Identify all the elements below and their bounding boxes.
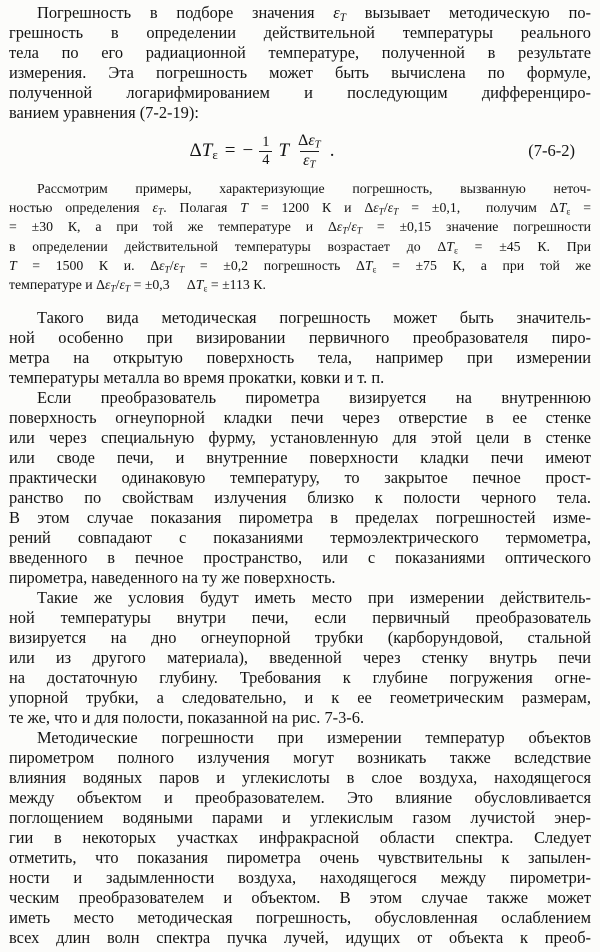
text-line: Такие же условия будут иметь место при измерении действитель- (37, 588, 591, 608)
text-line: Методические погрешности при измерении температур объектов (37, 728, 591, 748)
text-line: упорной трубки, а следовательно, и к ее геометрическим размерам, (9, 688, 591, 708)
text-line: поверхность огнеупорной кладки печи через отверстие в ее стенке (9, 408, 591, 428)
eq-lhs: $\Delta T_\varepsilon$ (189, 140, 218, 163)
eq-variable: T (278, 140, 290, 161)
eq-coef-numerator: 1 (262, 133, 270, 150)
paragraph-examples (9, 179, 591, 294)
equation-7-6-2 (9, 123, 591, 179)
text-line: введенного в печное пространство, или с показаниями оптического (9, 548, 591, 568)
text-line: температуре и $\Delta\varepsilon_T/\varepsilon_T = \pm 0,3$ $\Delta T_\varepsilon = \pm 113$ К. (9, 276, 266, 295)
text-line: поглощением водяными парами и углекислым газом лучистой энер- (9, 808, 591, 828)
text-line: Рассмотрим примеры, характеризующие погрешность, вызванную неточ- (37, 181, 591, 196)
paragraph-method-error (9, 308, 591, 388)
eq-coef-denominator: 4 (259, 151, 272, 169)
text-line: те же, что и для полости, показанной на рис. 7-3-6. (9, 708, 365, 728)
text-line: иметь место методическая погрешность, обусловленная ослаблением (9, 908, 591, 928)
text-line: рений совпадают с показаниями термоэлектрического термометра, (9, 528, 591, 548)
text-line: гии в некоторых участках инфракрасной области спектра. Следует (9, 828, 591, 848)
text-line: измерения. Эта погрешность может быть вычислена по формуле, (9, 63, 591, 82)
text-line: Такого вида методическая погрешность может быть значитель- (37, 308, 591, 328)
paragraph-refractory-tube (9, 588, 591, 728)
text-line: полученной логарифмированием и последующим дифференциро- (9, 83, 591, 102)
paragraph-furnace-sighting (9, 388, 591, 588)
text-line: или своде печи, и внутренние поверхности кладки печи имеют (9, 448, 591, 468)
eq-period: . (329, 140, 335, 161)
text-line: ранство по свойствам излучения близко к полости черного тела. (9, 488, 591, 508)
text-line: всех длин волн спектра пучка лучей, идущих от объекта к преоб- (9, 928, 591, 948)
text-line: тела по его радиационной температуре, полученной в результате (9, 43, 591, 62)
text-line: метра на открытую поверхность тела, например при измерении (9, 348, 591, 368)
text-line: на достаточную глубину. Требования к глубине погружения огне- (9, 668, 591, 688)
text-line: визируется на дно огнеупорной трубки (карборундовой, стальной (9, 628, 591, 648)
text-line: грешность в определении действительной температуры реального (9, 23, 591, 42)
eq-equals: = (224, 140, 236, 161)
text-line: ной температуры внутри печи, если первичный преобразователь (9, 608, 591, 628)
eq-ratio-denominator: $\varepsilon_T$ (300, 151, 318, 170)
text-line: практически одинаковую температуру, то закрытое печное прост- (9, 468, 591, 488)
equation-number: (7-6-2) (528, 141, 575, 160)
text-line: влияния водяных паров и углекислоты в слое воздуха, находящегося (9, 768, 591, 788)
eq-coefficient-fraction (259, 134, 272, 168)
text-line: пирометра, наведенного на ту же поверхность. (9, 568, 336, 588)
text-line: ческим преобразователем и объектом. В этом случае также может (9, 888, 591, 908)
text-line: ности и задымленности воздуха, находящегося между пирометри- (9, 868, 591, 888)
paragraph-intro (9, 3, 591, 123)
text-line: = ±30 К, а при той же температуре и $\Delta\varepsilon_T/\varepsilon_T = \pm 0,15$ значение погрешности (9, 219, 591, 237)
eq-minus: − (242, 140, 254, 161)
eq-ratio-numerator: $\Delta\varepsilon_T$ (298, 132, 321, 151)
equation-body (188, 132, 337, 170)
text-line: ной особенно при визировании первичного преобразователя пиро- (9, 328, 591, 348)
text-line: Если преобразователь пирометра визируется на внутреннюю (37, 388, 591, 408)
text-line: ванием уравнения (7-2-19): (9, 103, 199, 122)
text-line: температуры металла во время прокатки, ковки и т. п. (9, 368, 385, 388)
text-line: В этом случае показания пирометра в пределах погрешностей изме- (9, 508, 591, 528)
text-line: ностью определения $\varepsilon_T$. Полагая T = 1200 К и $\Delta\varepsilon_T/\varepsilon_T = \pm 0,1$, получим $\Delta T_\varepsilon$ = (9, 200, 591, 218)
text-line: между объектом и преобразователем. Это влияние обусловливается (9, 788, 591, 808)
text-line: отметить, что показания пирометра очень чувствительны к запылен- (9, 848, 591, 868)
text-line: пирометром полного излучения могут возникать также вследствие (9, 748, 591, 768)
eq-ratio-fraction (295, 132, 324, 170)
text-line: в определении действительной температуры возрастает до $\Delta T_\varepsilon = \pm 45$ К. При (9, 238, 591, 256)
text-line: Погрешность в подборе значения $\varepsilon_T$ вызывает методическую по- (37, 3, 591, 23)
text-line: или через специальную фурму, установленную для этой цели в стенке (9, 428, 591, 448)
text-line: T = 1500 К и. $\Delta\varepsilon_T/\varepsilon_T = \pm 0,2$ погрешность $\Delta T_\varepsilon = \pm 75$ К, а при той же (9, 257, 591, 275)
paragraph-absorption (9, 728, 591, 948)
text-line: или из другого материала), введенной через стенку внутрь печи (9, 648, 591, 668)
